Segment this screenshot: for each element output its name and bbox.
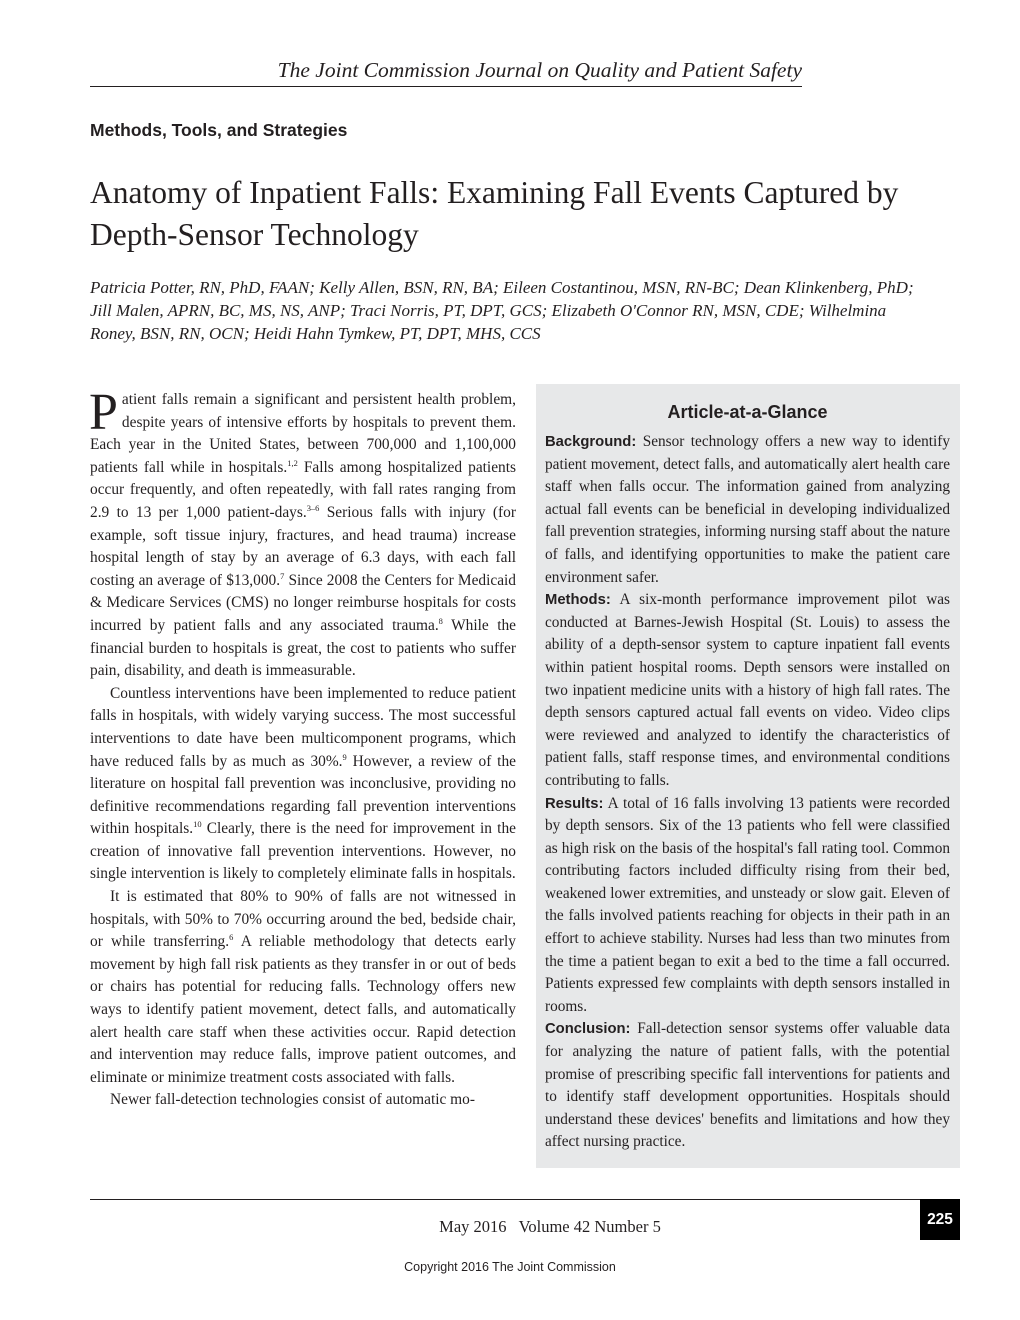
glance-conclusion: Conclusion: Fall-detection sensor systems offer valuable data for analyzing the nature of patient falls, with the potential promise of prescribing specific fall interventions for patients and to identify staff development opportunities. Hospitals should understand these devices' benefits and limitations and how they affect nursing practice. — [545, 1020, 950, 1151]
citation: 10 — [193, 819, 202, 830]
body-paragraph-2: Countless interventions have been implemented to reduce patient falls in hospitals, with widely varying success. The most successful interventions to date have been multicomponent programs, which have reduced falls by as much as 30%.$^9$ However, a review of the literature on hospital fall prevention was inconclusive, providing no definitive recommendations regarding fall prevention interventions within hospitals.$^{10}$ Clearly, there is the need for improvement in the creation of innovative fall prevention interventions. However, no single intervention is likely to completely eliminate falls in hospitals. — [90, 684, 516, 883]
glance-methods: Methods: A six-month performance improvement pilot was conducted at Barnes-Jewish Hospital (St. Louis) to assess the ability of a depth-sensor system to capture inpatient fall events within patient hospital rooms. Depth sensors were installed on two inpatient medicine units with a history of high fall rates. The depth sensors captured actual fall events on video. Video clips were reviewed and analyzed to identify the characteristics of patient falls, staff response times, and environmental conditions contributing to falls. — [545, 591, 950, 789]
copyright: Copyright 2016 The Joint Commission — [404, 1260, 616, 1274]
glance-label: Conclusion: — [545, 1021, 631, 1038]
glance-background: Background: Sensor technology offers a new way to identify patient movement, detect falls, and automatically alert health care staff when falls occur. The information gained from analyzing actual fall events can be beneficial in developing individualized fall prevention strategies, informing nursing staff about the nature of falls, and identifying opportunities to make the patient care environment safer. — [545, 433, 950, 586]
body-paragraph-4: Newer fall-detection technologies consist of automatic mo- — [110, 1091, 475, 1109]
citation: 7 — [280, 570, 285, 581]
citation: 9 — [342, 751, 347, 762]
body-paragraph-3: It is estimated that 80% to 90% of falls are not witnessed in hospitals, with 50% to 70% occurring around the bed, bedside chair, or while transferring.$^6$ A reliable methodology that detects early movement by high fall risk patients as they transfer in or out of beds or chairs has potential for reducing falls. Technology offers new ways to identify patient movement, detect falls, and automatically alert health care staff when these activities occur. Rapid detection and intervention may reduce falls, improve patient outcomes, and eliminate or minimize treatment costs associated with falls. — [90, 888, 516, 1086]
glance-results: Results: A total of 16 falls involving 13 patients were recorded by depth sensors. Six of the 13 patients who fell were classified as high risk on the basis of the hospital's fall rating tool. Common contributing factors included difficulty rising from their bed, weakened lower extremities, and unsteady or slow gait. Eleven of the falls involved patients reaching for objects in their path in an effort to achieve stability. Nurses had less than two minutes from the time a patient began to exit a bed to the time a fall occurred. Patients expressed few complaints with depth sensors installed in rooms. — [545, 794, 950, 1015]
article-at-a-glance-box — [536, 384, 960, 1168]
citation: 1,2 — [287, 457, 298, 468]
section-label: Methods, Tools, and Strategies — [90, 120, 348, 140]
drop-cap: P — [89, 384, 118, 441]
body-paragraph-1: Patient falls remain a significant and persistent health problem, despite years of intensive efforts by hospitals to prevent them. Each year in the United States, between 700,000 and 1,100,000 patients fall while in hospitals.$^{1,2}$ Falls among hospitalized patients occur frequently, and often repeatedly, with fall rates ranging from 2.9 to 13 per 1,000 patient-days.$^{3-6}$ Serious falls with injury (for example, soft tissue injury, fractures, and head trauma) increase hospital length of stay by an average of 6.3 days, with each fall costing an average of $13,000.$^7$ Since 2008 the Centers for Medicaid & Medicare Services (CMS) no longer reimburse hospitals for costs incurred by patient falls and any associated trauma.$^8$ While the financial burden to hospitals is great, the cost to patients who suffer pain, disability, and death is immeasurable. — [89, 384, 517, 680]
journal-title: The Joint Commission Journal on Quality and Patient Safety — [90, 56, 802, 87]
citation: 3–6 — [306, 502, 320, 513]
glance-label: Results: — [545, 795, 604, 812]
glance-label: Methods: — [545, 592, 611, 609]
citation: 8 — [438, 615, 443, 626]
glance-title: Article-at-a-Glance — [667, 402, 828, 422]
footer-divider — [90, 1199, 920, 1200]
page-number: 225 — [920, 1199, 960, 1240]
glance-label: Background: — [545, 434, 637, 450]
issue-info: May 2016 Volume 42 Number 5 — [439, 1217, 661, 1236]
article-title: Anatomy of Inpatient Falls: Examining Fall Events Captured by Depth-Sensor Technology — [90, 175, 899, 252]
author-list: Patricia Potter, RN, PhD, FAAN; Kelly Allen, BSN, RN, BA; Eileen Costantinou, MSN, RN-BC; Dean Klinkenberg, PhD; Jill Malen, APRN, BC, MS, NS, ANP; Traci Norris, PT, DPT, GCS; Elizabeth O'Connor RN, MSN, CDE; Wilhelmina Roney, BSN, RN, OCN; Heidi Hahn Tymkew, PT, DPT, MHS, CCS — [90, 278, 914, 343]
body-column — [89, 384, 517, 1112]
citation: 6 — [229, 932, 234, 943]
